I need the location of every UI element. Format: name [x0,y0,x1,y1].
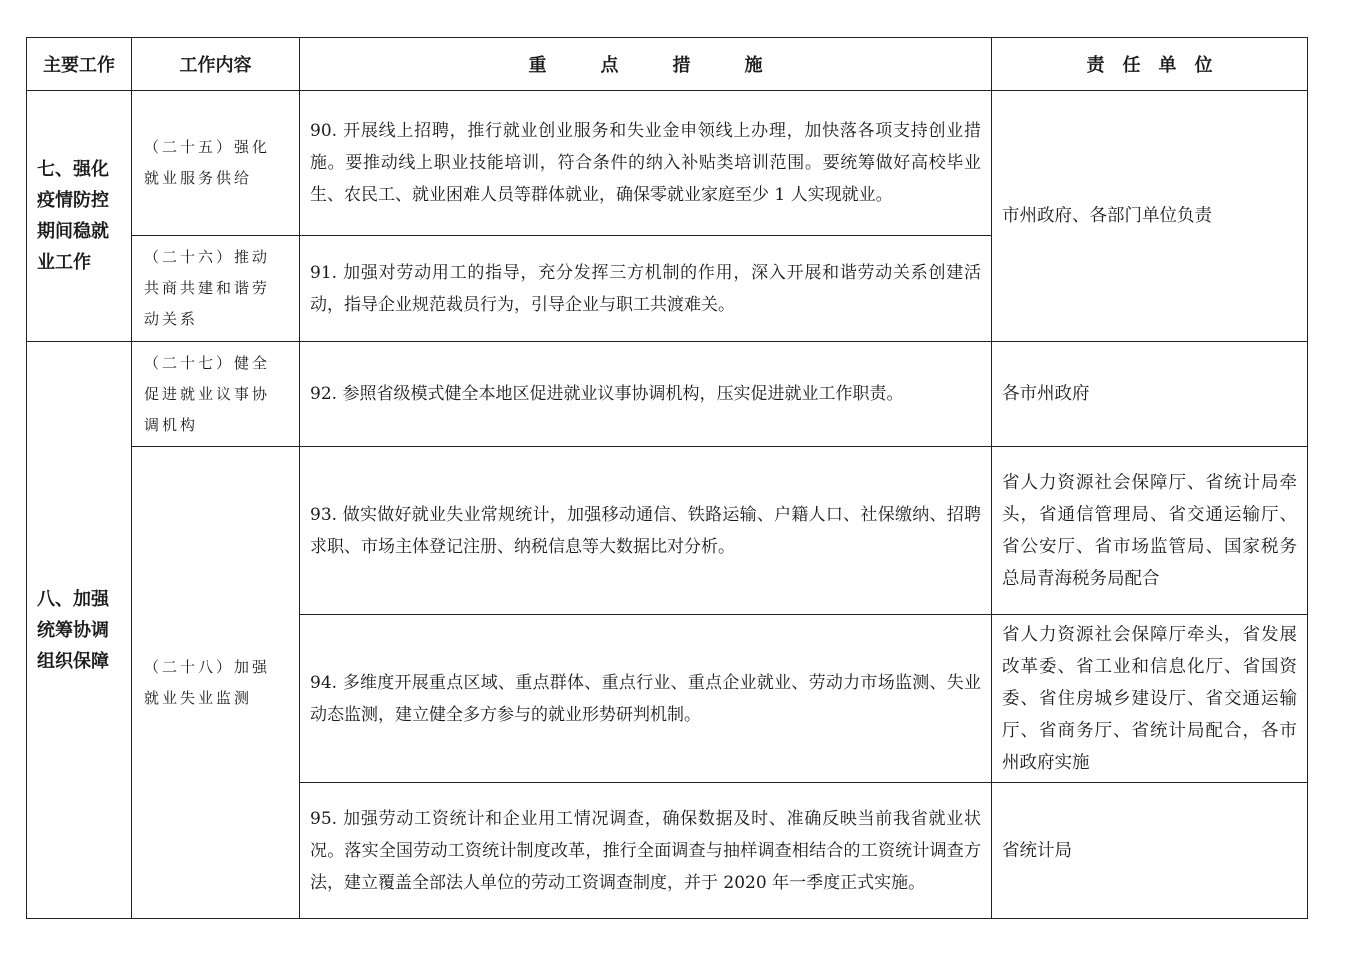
main-work-cell: 七、强化疫情防控期间稳就业工作 [27,91,132,342]
measure-cell: 95. 加强劳动工资统计和企业用工情况调查，确保数据及时、准确反映当前我省就业状况。落实全国劳动工资统计制度改革，推行全面调查与抽样调查相结合的工资统计调查方法，建立覆盖全部法人单位的劳动工资调查制度，并于 2020 年一季度正式实施。 [300,783,992,919]
work-content-cell: （二十七）健全促进就业议事协调机构 [132,342,300,447]
work-content-cell: （二十六）推动共商共建和谐劳动关系 [132,236,300,342]
responsible-cell: 省人力资源社会保障厅牵头，省发展改革委、省工业和信息化厅、省国资委、省住房城乡建设厅、省交通运输厅、省商务厅、省统计局配合，各市州政府实施 [992,615,1308,783]
measure-cell: 91. 加强对劳动用工的指导，充分发挥三方机制的作用，深入开展和谐劳动关系创建活动，指导企业规范裁员行为，引导企业与职工共渡难关。 [300,236,992,342]
header-work-content: 工作内容 [132,38,300,91]
header-key-measures: 重 点 措 施 [300,38,992,91]
policy-table [26,37,1308,919]
work-content-cell: （二十五）强化就业服务供给 [132,91,300,236]
header-main-work: 主要工作 [27,38,132,91]
table-row [27,447,1308,615]
main-work-cell: 八、加强统筹协调组织保障 [27,342,132,919]
work-content-cell: （二十八）加强就业失业监测 [132,447,300,919]
table-row [27,91,1308,236]
table-row [27,342,1308,447]
measure-cell: 94. 多维度开展重点区域、重点群体、重点行业、重点企业就业、劳动力市场监测、失业动态监测，建立健全多方参与的就业形势研判机制。 [300,615,992,783]
responsible-cell: 各市州政府 [992,342,1308,447]
measure-cell: 92. 参照省级模式健全本地区促进就业议事协调机构，压实促进就业工作职责。 [300,342,992,447]
header-responsible-unit: 责 任 单 位 [992,38,1308,91]
measure-cell: 90. 开展线上招聘，推行就业创业服务和失业金申领线上办理，加快落各项支持创业措施。要推动线上职业技能培训，符合条件的纳入补贴类培训范围。要统筹做好高校毕业生、农民工、就业困难人员等群体就业，确保零就业家庭至少 1 人实现就业。 [300,91,992,236]
measure-cell: 93. 做实做好就业失业常规统计，加强移动通信、铁路运输、户籍人口、社保缴纳、招聘求职、市场主体登记注册、纳税信息等大数据比对分析。 [300,447,992,615]
responsible-cell: 市州政府、各部门单位负责 [992,91,1308,342]
responsible-cell: 省人力资源社会保障厅、省统计局牵头，省通信管理局、省交通运输厅、省公安厅、省市场监管局、国家税务总局青海税务局配合 [992,447,1308,615]
header-row [27,38,1308,91]
responsible-cell: 省统计局 [992,783,1308,919]
